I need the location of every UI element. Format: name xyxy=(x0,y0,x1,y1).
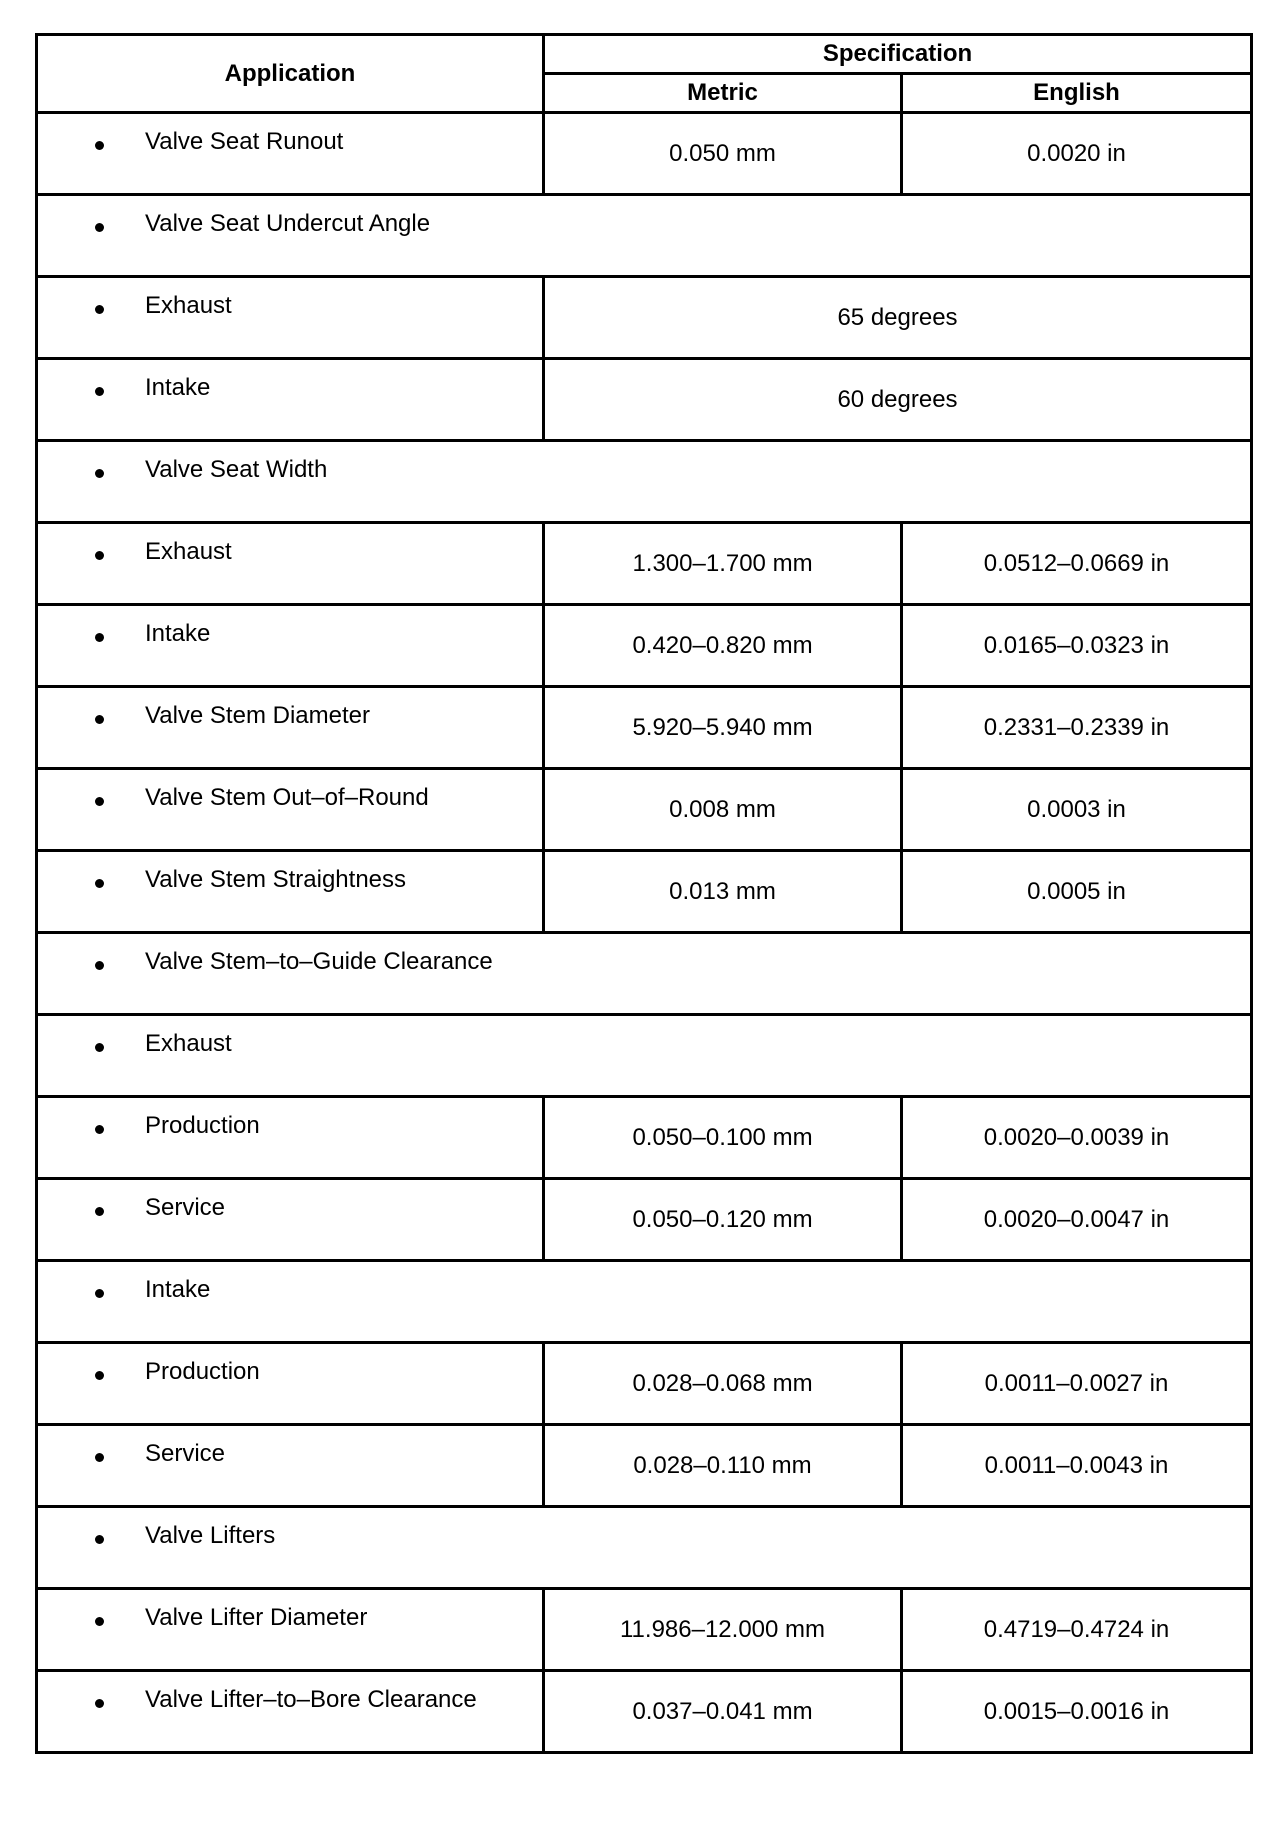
application-cell xyxy=(37,605,544,687)
bullet-icon xyxy=(95,1371,104,1380)
bullet-icon xyxy=(95,879,104,888)
application-cell xyxy=(37,523,544,605)
specification-table xyxy=(35,33,1253,1754)
application-label: Service xyxy=(145,1194,226,1221)
english-value-cell: 0.0020 in xyxy=(902,113,1252,195)
table-row xyxy=(37,769,1252,851)
application-cell xyxy=(37,1179,544,1261)
table-row xyxy=(37,195,1252,277)
application-cell xyxy=(37,277,544,359)
application-cell xyxy=(37,1343,544,1425)
application-label: Valve Seat Width xyxy=(145,456,328,483)
application-label: Valve Seat Runout xyxy=(145,128,344,155)
application-cell xyxy=(37,1425,544,1507)
application-label: Valve Lifters xyxy=(145,1522,276,1549)
table-row xyxy=(37,441,1252,523)
application-cell xyxy=(37,441,1252,523)
bullet-icon xyxy=(95,1617,104,1626)
application-label: Valve Stem Out–of–Round xyxy=(145,784,429,811)
application-label: Exhaust xyxy=(145,1030,232,1057)
bullet-icon xyxy=(95,1289,104,1298)
application-label: Valve Lifter–to–Bore Clearance xyxy=(145,1686,477,1713)
table-row xyxy=(37,1343,1252,1425)
table-row xyxy=(37,1179,1252,1261)
metric-value-cell: 0.050–0.120 mm xyxy=(544,1179,902,1261)
application-label: Valve Stem–to–Guide Clearance xyxy=(145,948,493,975)
table-row xyxy=(37,1097,1252,1179)
english-value-cell: 0.0020–0.0047 in xyxy=(902,1179,1252,1261)
table-row xyxy=(37,113,1252,195)
metric-value-cell: 5.920–5.940 mm xyxy=(544,687,902,769)
metric-value-cell: 0.008 mm xyxy=(544,769,902,851)
english-value-cell: 0.0003 in xyxy=(902,769,1252,851)
application-cell xyxy=(37,1589,544,1671)
table-row xyxy=(37,933,1252,1015)
english-value-cell: 0.4719–0.4724 in xyxy=(902,1589,1252,1671)
table-row xyxy=(37,277,1252,359)
header-specification: Specification xyxy=(544,35,1252,74)
bullet-icon xyxy=(95,1453,104,1462)
english-value-cell: 0.2331–0.2339 in xyxy=(902,687,1252,769)
application-cell xyxy=(37,359,544,441)
bullet-icon xyxy=(95,961,104,970)
application-cell xyxy=(37,1507,1252,1589)
bullet-icon xyxy=(95,797,104,806)
table-row xyxy=(37,523,1252,605)
application-cell xyxy=(37,851,544,933)
table-row xyxy=(37,1261,1252,1343)
application-label: Exhaust xyxy=(145,538,232,565)
bullet-icon xyxy=(95,551,104,560)
table-row xyxy=(37,1589,1252,1671)
english-value-cell: 0.0015–0.0016 in xyxy=(902,1671,1252,1753)
application-label: Production xyxy=(145,1358,260,1385)
application-cell xyxy=(37,195,1252,277)
application-label: Exhaust xyxy=(145,292,232,319)
application-cell xyxy=(37,1671,544,1753)
bullet-icon xyxy=(95,1699,104,1708)
bullet-icon xyxy=(95,1043,104,1052)
bullet-icon xyxy=(95,469,104,478)
metric-value-cell: 0.028–0.110 mm xyxy=(544,1425,902,1507)
bullet-icon xyxy=(95,387,104,396)
application-label: Valve Seat Undercut Angle xyxy=(145,210,431,237)
application-label: Intake xyxy=(145,620,211,647)
bullet-icon xyxy=(95,1535,104,1544)
application-cell xyxy=(37,687,544,769)
bullet-icon xyxy=(95,1125,104,1134)
table-row xyxy=(37,605,1252,687)
bullet-icon xyxy=(95,1207,104,1216)
bullet-icon xyxy=(95,715,104,724)
english-value-cell: 0.0165–0.0323 in xyxy=(902,605,1252,687)
application-label: Production xyxy=(145,1112,260,1139)
header-metric: Metric xyxy=(544,74,902,113)
metric-value-cell: 1.300–1.700 mm xyxy=(544,523,902,605)
bullet-icon xyxy=(95,223,104,232)
application-cell xyxy=(37,1015,1252,1097)
metric-value-cell: 11.986–12.000 mm xyxy=(544,1589,902,1671)
application-label: Valve Stem Diameter xyxy=(145,702,370,729)
table-row xyxy=(37,359,1252,441)
application-label: Valve Lifter Diameter xyxy=(145,1604,368,1631)
metric-value-cell: 0.013 mm xyxy=(544,851,902,933)
table-row xyxy=(37,687,1252,769)
metric-value-cell: 0.050 mm xyxy=(544,113,902,195)
table-row xyxy=(37,1425,1252,1507)
english-value-cell: 0.0005 in xyxy=(902,851,1252,933)
bullet-icon xyxy=(95,141,104,150)
bullet-icon xyxy=(95,633,104,642)
table-row xyxy=(37,1507,1252,1589)
metric-value-cell: 0.050–0.100 mm xyxy=(544,1097,902,1179)
english-value-cell: 0.0020–0.0039 in xyxy=(902,1097,1252,1179)
table-row xyxy=(37,851,1252,933)
english-value-cell: 0.0011–0.0043 in xyxy=(902,1425,1252,1507)
table-row xyxy=(37,1671,1252,1753)
table-row xyxy=(37,1015,1252,1097)
combined-value-cell: 60 degrees xyxy=(544,359,1252,441)
application-cell xyxy=(37,113,544,195)
combined-value-cell: 65 degrees xyxy=(544,277,1252,359)
header-application: Application xyxy=(37,35,544,113)
application-label: Service xyxy=(145,1440,226,1467)
metric-value-cell: 0.028–0.068 mm xyxy=(544,1343,902,1425)
english-value-cell: 0.0011–0.0027 in xyxy=(902,1343,1252,1425)
application-cell xyxy=(37,769,544,851)
application-cell xyxy=(37,1097,544,1179)
metric-value-cell: 0.037–0.041 mm xyxy=(544,1671,902,1753)
bullet-icon xyxy=(95,305,104,314)
metric-value-cell: 0.420–0.820 mm xyxy=(544,605,902,687)
application-cell xyxy=(37,1261,1252,1343)
application-label: Valve Stem Straightness xyxy=(145,866,407,893)
application-cell xyxy=(37,933,1252,1015)
application-label: Intake xyxy=(145,374,211,401)
english-value-cell: 0.0512–0.0669 in xyxy=(902,523,1252,605)
header-english: English xyxy=(902,74,1252,113)
application-label: Intake xyxy=(145,1276,211,1303)
